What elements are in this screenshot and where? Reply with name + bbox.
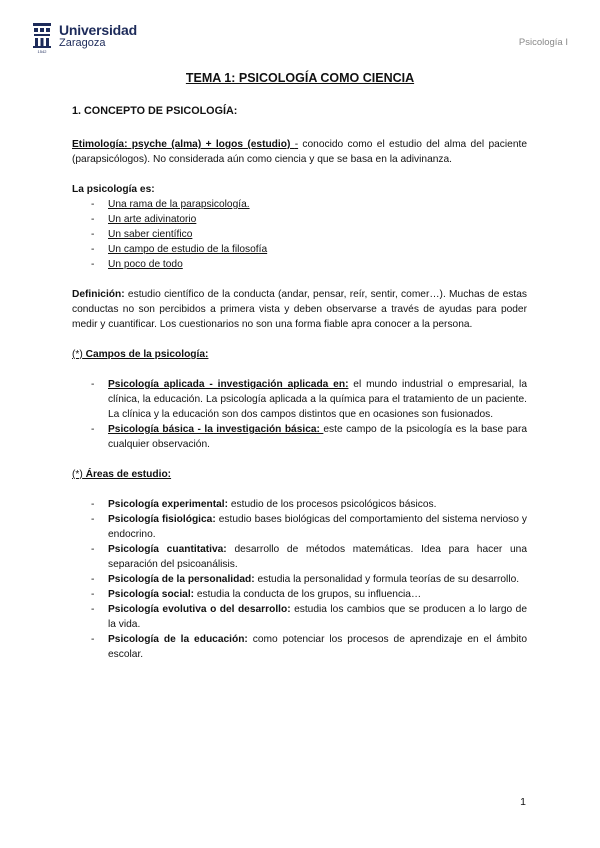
etimologia-dash: - <box>294 139 299 150</box>
list-item: - Un poco de todo <box>72 257 527 272</box>
list-item: - Psicología aplicada - investigación aplicada en: el mundo industrial o empresarial, la clínica, la educación. La psicología aplicada a la química para el tratamiento de un paciente. La clínica y la educación son dos campos distintos que en ocasiones son fusionados. <box>72 377 527 422</box>
list-item: - Psicología de la personalidad: estudia la personalidad y formula teorías de su desarrollo. <box>72 572 527 587</box>
list-item: - Psicología básica - la investigación básica: este campo de la psicología es la base para cualquier observación. <box>72 422 527 452</box>
list-item: - Psicología cuantitativa: desarrollo de métodos matemáticas. Idea para hacer una separación del psicoanálisis. <box>72 542 527 572</box>
list-item: - Una rama de la parapsicología. <box>72 197 527 212</box>
page-number: 1 <box>520 796 526 808</box>
document-body <box>72 104 527 662</box>
campos-heading: (*) Campos de la psicología: <box>72 349 209 360</box>
definicion-paragraph <box>72 287 527 332</box>
list-item: - Psicología evolutiva o del desarrollo: estudia los cambios que se producen a lo largo de la vida. <box>72 602 527 632</box>
list-item: - Psicología de la educación: como potenciar los procesos de aprendizaje en el ámbito escolar. <box>72 632 527 662</box>
university-logo <box>33 23 137 53</box>
etimologia-text: conocido como el estudio del alma del paciente (parapsicólogos). No considerada aún como ciencia y que se basa en la adivinanza. <box>72 139 527 165</box>
logo-year: 1542 <box>37 49 47 54</box>
document-label: Psicología I <box>518 37 568 48</box>
etimologia-paragraph <box>72 137 527 167</box>
definicion-text: estudio científico de la conducta (andar, pensar, reír, sentir, comer…). Muchas de estas conductas no son percibidos a primera vista y deben observarse a través de ayudas para poder medir y cuantificar. Los cuestionarios no son una forma fiable apra conocer a la persona. <box>72 289 527 330</box>
list-item: - Psicología social: estudia la conducta de los grupos, su influencia… <box>72 587 527 602</box>
list-item: - Psicología fisiológica: estudio bases biológicas del comportamiento del sistema nervioso y endocrino. <box>72 512 527 542</box>
list-item: - Un arte adivinatorio <box>72 212 527 227</box>
list-item: - Un campo de estudio de la filosofía <box>72 242 527 257</box>
logo-name: Universidad <box>59 22 137 38</box>
logo-city: Zaragoza <box>59 37 106 49</box>
etimologia-label: Etimología: psyche (alma) + logos (estudio) <box>72 139 295 150</box>
section-heading: 1. CONCEPTO DE PSICOLOGÍA: <box>72 105 238 117</box>
psicologia-es-label: La psicología es: <box>72 184 155 195</box>
page-title: TEMA 1: PSICOLOGÍA COMO CIENCIA <box>185 71 415 85</box>
university-crest-icon <box>33 23 51 53</box>
areas-heading: (*) Áreas de estudio: <box>72 469 172 480</box>
list-item: - Psicología experimental: estudio de los procesos psicológicos básicos. <box>72 497 527 512</box>
psicologia-es-list <box>72 197 527 272</box>
list-item: - Un saber científico <box>72 227 527 242</box>
definicion-label: Definición: <box>72 289 125 300</box>
areas-list <box>72 497 527 662</box>
campos-list <box>72 377 527 452</box>
